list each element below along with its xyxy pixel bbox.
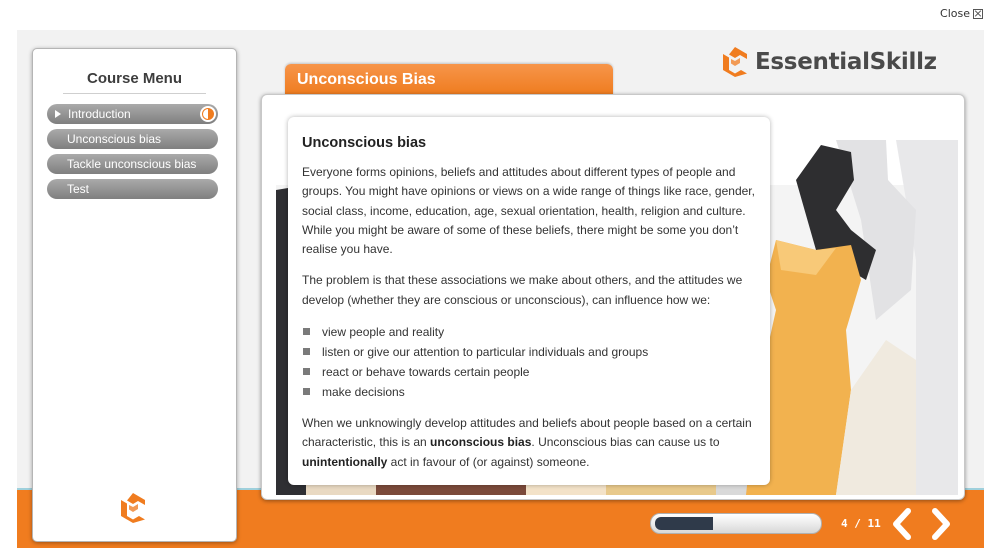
menu-item-unconscious-bias[interactable]: [47, 129, 218, 149]
square-bullet-icon: [303, 328, 310, 335]
next-page-button[interactable]: [927, 508, 955, 540]
list-item: [302, 362, 756, 382]
menu-item-tackle-unconscious-bias[interactable]: [47, 154, 218, 174]
paragraph-text: . Unconscious bias can cause us to: [531, 435, 720, 450]
square-bullet-icon: [303, 368, 310, 375]
lesson-paragraph-1: Everyone forms opinions, beliefs and attitudes about different types of people and groups. You might have opinions or views on a wide range of things like race, gender, social class, income, education, age, sexual orientation, health, religion and culture. While you might be aware of some of these beliefs, there might be some you don’t realise you have.: [302, 165, 755, 257]
lesson-bullet-list: [302, 322, 756, 402]
menu-item-label: Test: [67, 182, 90, 196]
menu-item-label: Unconscious bias: [67, 132, 162, 146]
course-player: [17, 30, 984, 548]
section-title-tab: [285, 64, 613, 97]
lesson-text-panel: [288, 117, 770, 485]
close-icon[interactable]: [973, 9, 983, 19]
lesson-paragraph-2: The problem is that these associations we make about others, and the attitudes we develop (whether they are conscious or unconscious), can influence how we:: [302, 273, 743, 307]
chevron-right-icon[interactable]: [935, 511, 947, 537]
course-progress-bar: [650, 513, 822, 534]
page-counter: 4 / 11: [841, 517, 881, 530]
brand-name: EssentialSkillz: [755, 49, 937, 75]
list-item: [302, 322, 756, 342]
menu-title-divider: [63, 93, 206, 94]
course-menu-list: [47, 104, 218, 204]
half-complete-icon: [200, 106, 216, 122]
close-label[interactable]: Close: [940, 7, 970, 20]
lesson-paragraph-3: [302, 414, 756, 472]
list-item-text: view people and reality: [322, 325, 445, 340]
square-bullet-icon: [303, 388, 310, 395]
bold-term: unintentionally: [302, 454, 388, 469]
menu-item-test[interactable]: [47, 179, 218, 199]
section-title: Unconscious Bias: [297, 71, 436, 88]
list-item-text: listen or give our attention to particular individuals and groups: [322, 345, 649, 360]
essentialskillz-logo-icon: [117, 492, 149, 524]
play-arrow-icon: [55, 110, 61, 118]
previous-page-button[interactable]: [888, 508, 916, 540]
paragraph-text: When we unknowingly develop attitudes and beliefs about people based on a certain characteristic, this is an: [302, 416, 752, 450]
paragraph-text: act in favour of (or against) someone.: [387, 454, 590, 469]
list-item-text: make decisions: [322, 385, 405, 400]
content-card: [261, 94, 965, 500]
close-button[interactable]: [940, 7, 983, 20]
menu-item-label: Tackle unconscious bias: [67, 157, 197, 171]
list-item: [302, 382, 756, 402]
list-item: [302, 342, 756, 362]
square-bullet-icon: [303, 348, 310, 355]
chevron-left-icon[interactable]: [896, 511, 908, 537]
progress-fill: [655, 517, 713, 530]
menu-item-label: Introduction: [68, 107, 131, 121]
menu-item-introduction[interactable]: [47, 104, 218, 124]
brand-logo: [721, 46, 937, 78]
bold-term: unconscious bias: [430, 435, 532, 450]
course-menu-panel: [32, 48, 237, 542]
lesson-heading: Unconscious bias: [302, 135, 427, 151]
essentialskillz-logo-icon: [721, 46, 749, 78]
course-menu-title: Course Menu: [86, 70, 182, 87]
list-item-text: react or behave towards certain people: [322, 365, 530, 380]
